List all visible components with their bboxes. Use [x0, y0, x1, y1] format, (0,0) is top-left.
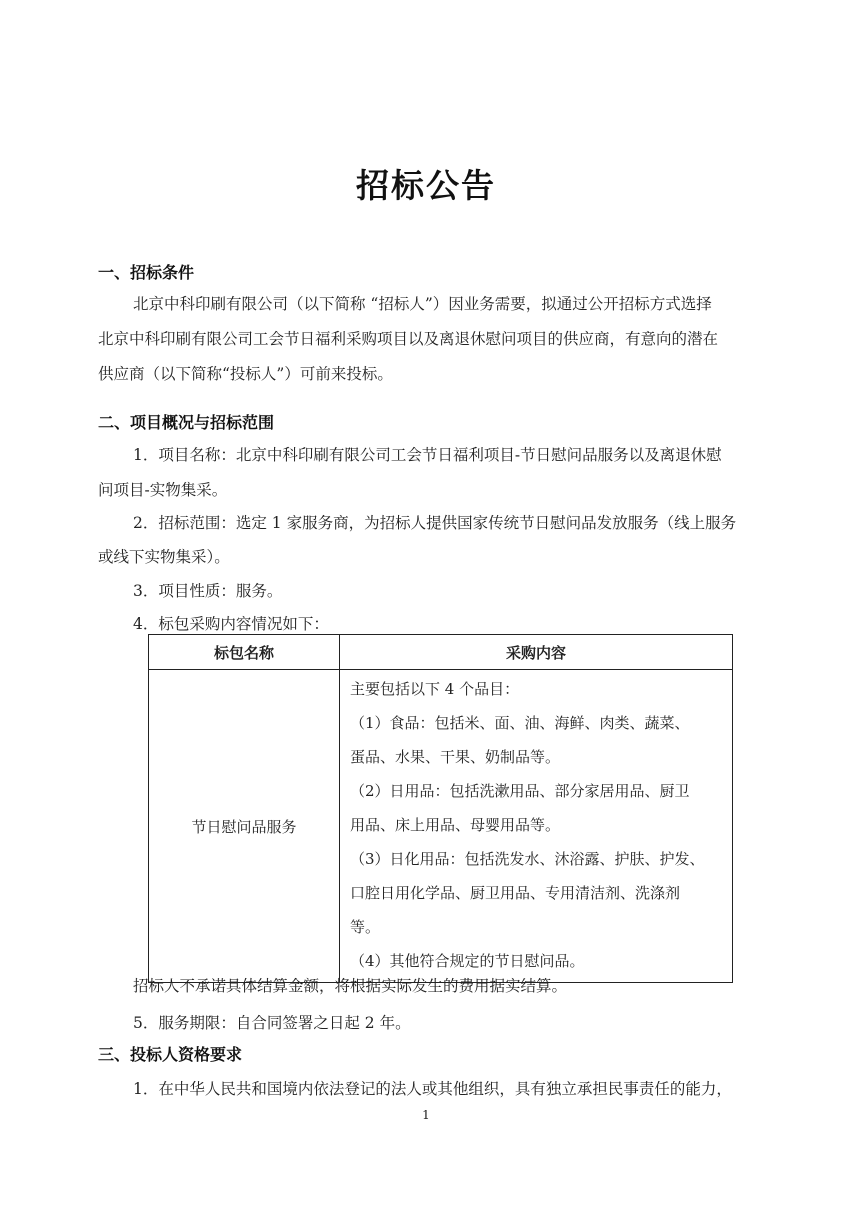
package-content-cell — [340, 670, 733, 983]
content-line: （4）其他符合规定的节日慰问品。 — [350, 952, 585, 970]
package-table — [148, 634, 733, 983]
section-2-item-1-line-1: 1．项目名称：北京中科印刷有限公司工会节日福利项目-节日慰问品服务以及离退休慰 — [133, 446, 722, 464]
table-header-package-name: 标包名称 — [149, 635, 340, 670]
content-line: （2）日用品：包括洗漱用品、部分家居用品、厨卫 — [350, 782, 690, 800]
section-2-item-2-line-2: 或线下实物集采）。 — [98, 548, 230, 566]
section-2-item-1-line-2: 问项目-实物集采。 — [98, 481, 228, 499]
section-2-item-4: 4．标包采购内容情况如下： — [133, 615, 329, 633]
page-number: 1 — [422, 1108, 430, 1122]
section-1-line-2: 北京中科印刷有限公司工会节日福利采购项目以及离退休慰问项目的供应商，有意向的潜在 — [98, 330, 719, 348]
content-line: 用品、床上用品、母婴用品等。 — [350, 816, 561, 834]
table-header-content: 采购内容 — [340, 635, 733, 670]
content-line: 蛋品、水果、干果、奶制品等。 — [350, 748, 561, 766]
content-line: 口腔日用化学品、厨卫用品、专用清洁剂、洗涤剂 — [350, 884, 681, 902]
section-1-line-3: 供应商（以下简称“投标人”）可前来投标。 — [98, 365, 393, 383]
section-1-line-1: 北京中科印刷有限公司（以下简称 “招标人”）因业务需要，拟通过公开招标方式选择 — [133, 295, 712, 313]
content-line: （3）日化用品：包括洗发水、沐浴露、护肤、护发、 — [350, 850, 705, 868]
section-3-heading: 三、投标人资格要求 — [98, 1045, 243, 1064]
section-2-heading: 二、项目概况与招标范围 — [98, 413, 275, 432]
section-2-item-3: 3．项目性质：服务。 — [133, 582, 283, 600]
section-2-item-2-line-1: 2．招标范围：选定 1 家服务商，为招标人提供国家传统节日慰问品发放服务（线上服务 — [133, 514, 737, 532]
section-2-item-5: 5．服务期限：自合同签署之日起 2 年。 — [133, 1014, 411, 1032]
content-line: 等。 — [350, 918, 381, 936]
section-2-note: 招标人不承诺具体结算金额，将根据实际发生的费用据实结算。 — [133, 977, 568, 995]
table-row — [149, 670, 733, 983]
content-line: （1）食品：包括米、面、油、海鲜、肉类、蔬菜、 — [350, 714, 690, 732]
page-title: 招标公告 — [356, 166, 496, 205]
content-line: 主要包括以下 4 个品目： — [350, 680, 520, 698]
section-1-heading: 一、招标条件 — [98, 263, 195, 282]
table-header-row — [149, 635, 733, 670]
package-name-cell: 节日慰问品服务 — [149, 670, 340, 983]
section-3-item-1: 1．在中华人民共和国境内依法登记的法人或其他组织，具有独立承担民事责任的能力， — [133, 1080, 732, 1098]
